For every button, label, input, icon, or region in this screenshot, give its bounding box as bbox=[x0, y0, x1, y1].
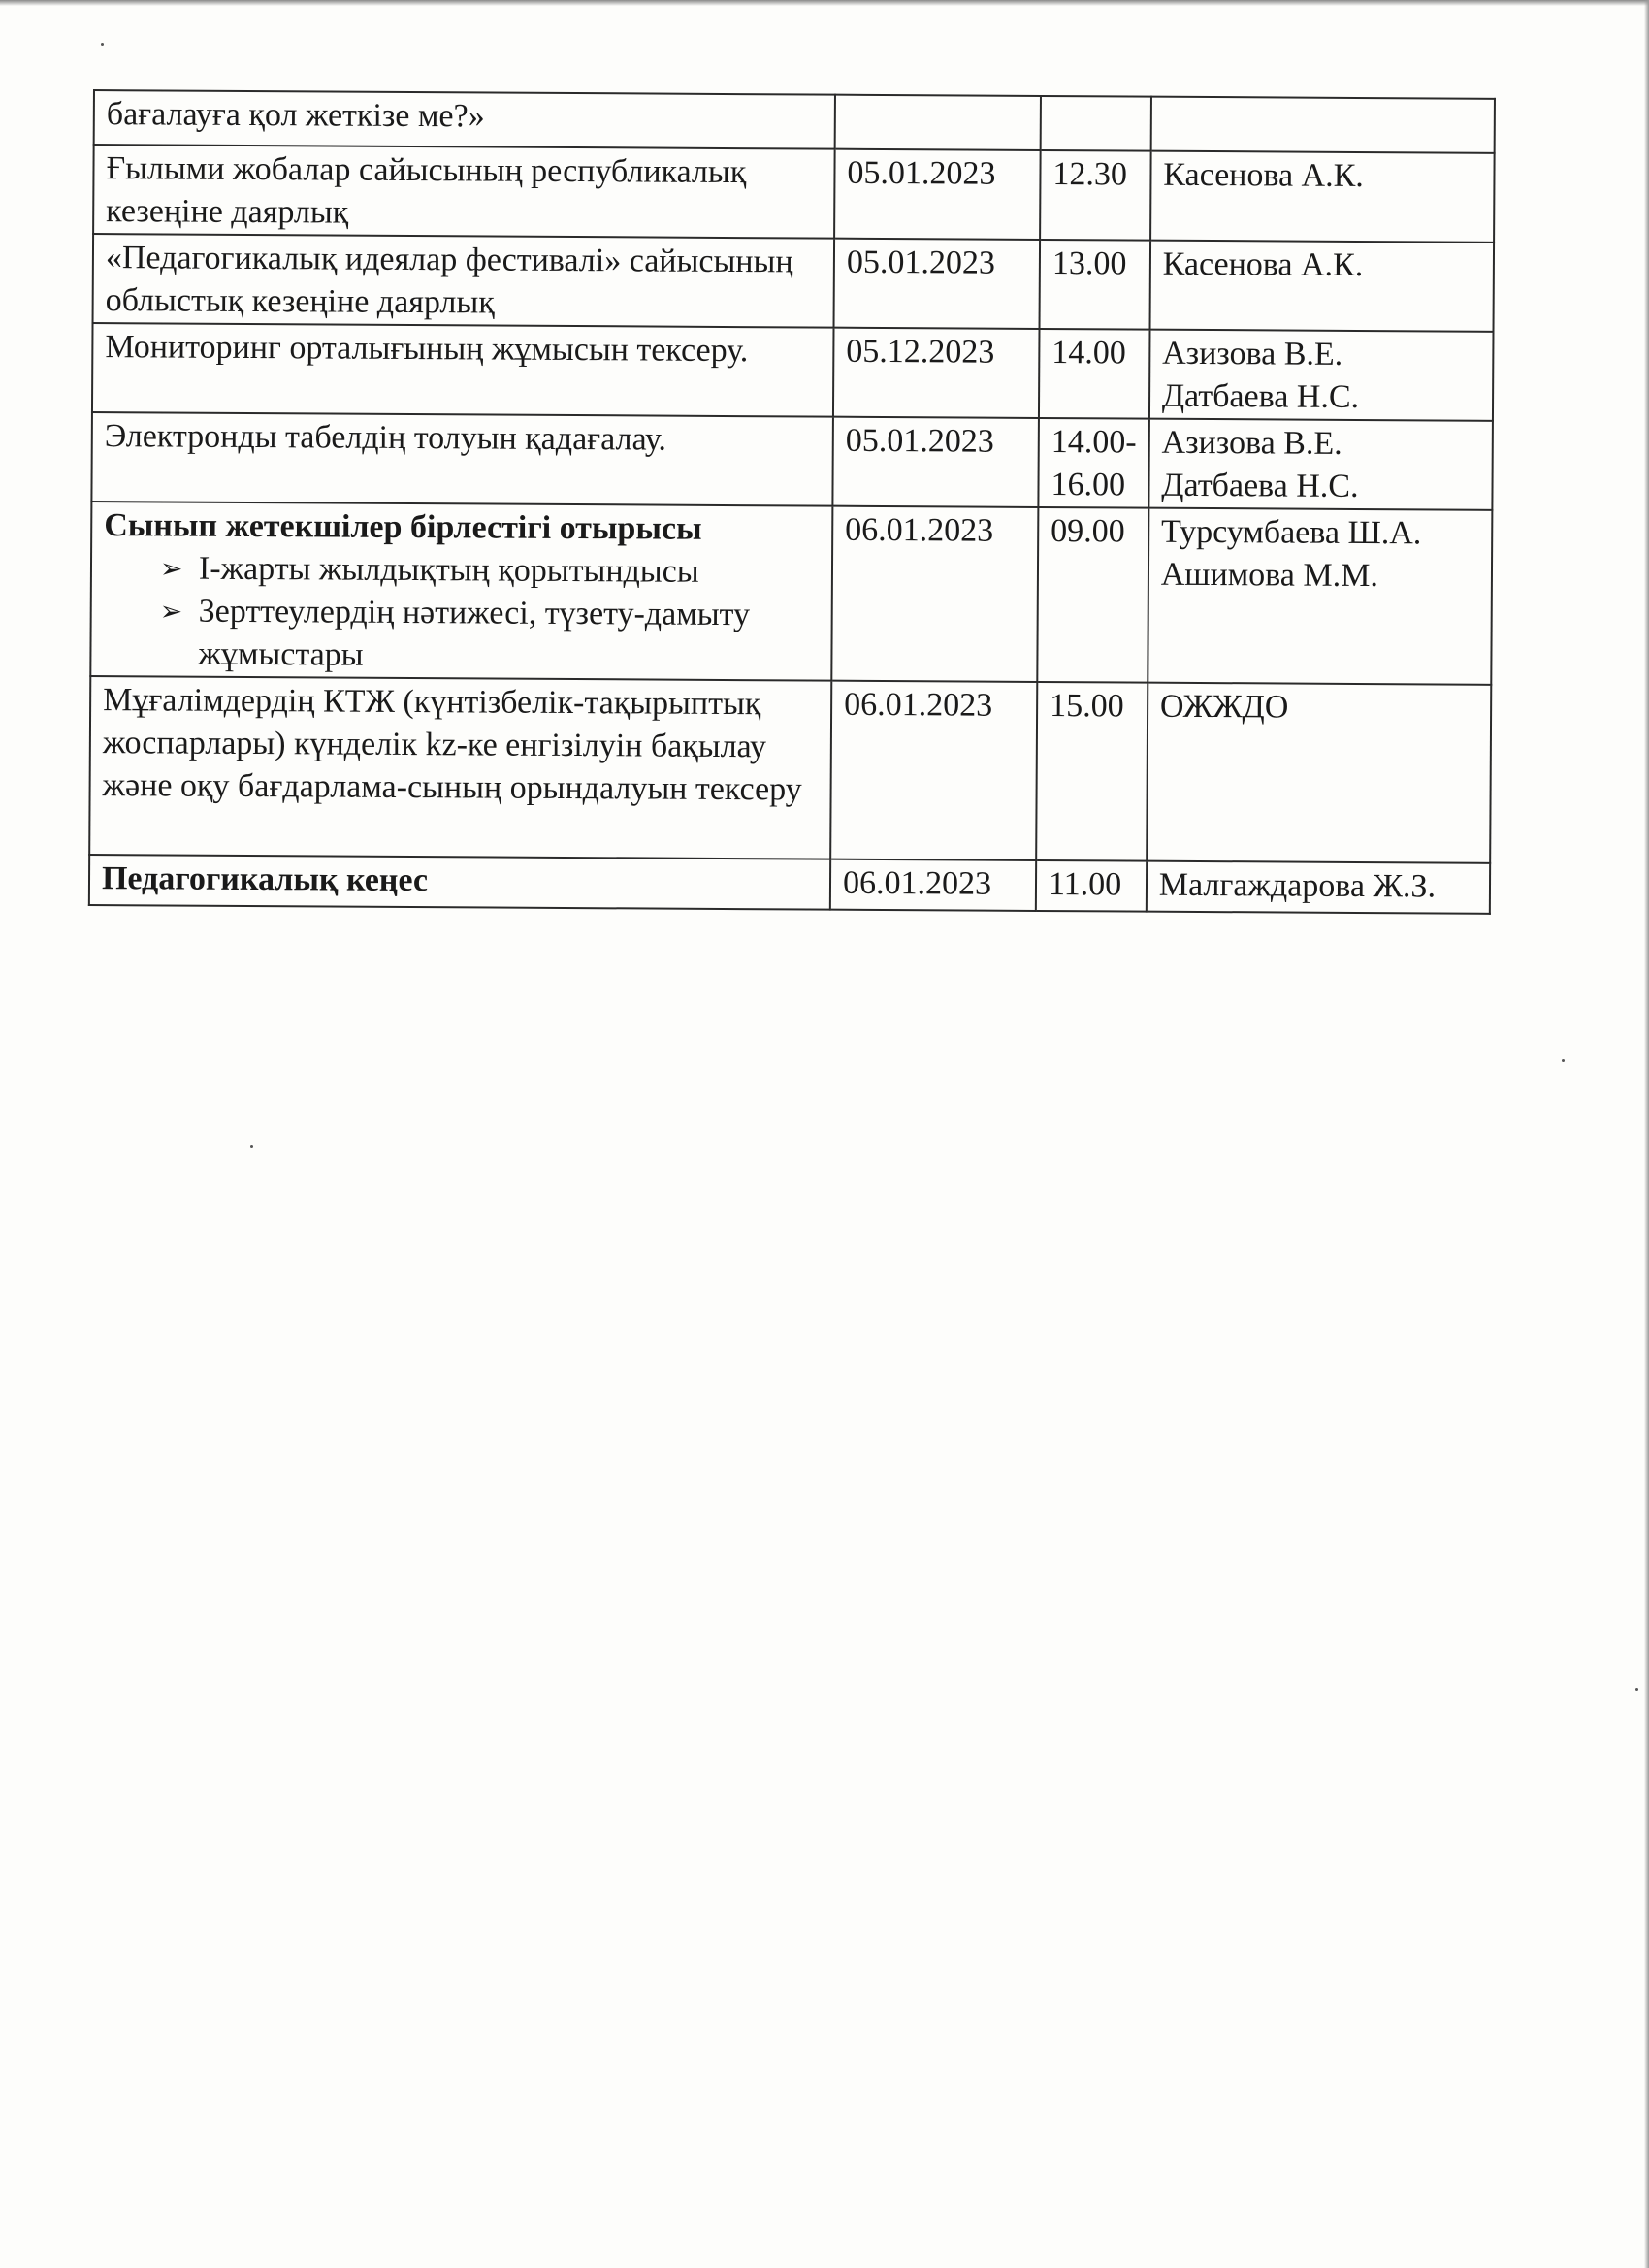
scan-speck bbox=[1635, 1688, 1638, 1691]
schedule-table bbox=[88, 89, 1496, 915]
scan-edge-right bbox=[1644, 0, 1649, 2268]
bullet-item: ➢ Зерттеулердің нәтижесі, түзету-дамыту жұмыстары bbox=[159, 590, 820, 679]
table-row bbox=[93, 145, 1494, 243]
table-row bbox=[91, 412, 1492, 510]
scan-speck bbox=[1562, 1059, 1565, 1062]
table-row bbox=[93, 234, 1494, 332]
time-cell: 11.00 bbox=[1036, 860, 1147, 912]
scan-edge-top bbox=[0, 0, 1649, 6]
table-row bbox=[92, 323, 1493, 421]
responsible-cell bbox=[1149, 330, 1494, 421]
responsible-cell: Касенова А.К. bbox=[1150, 151, 1495, 243]
table-row bbox=[89, 855, 1490, 914]
responsible-cell bbox=[1148, 508, 1492, 685]
responsible-name: Датбаева Н.С. bbox=[1161, 467, 1359, 504]
event-cell: Педагогикалық кеңес bbox=[89, 855, 830, 910]
event-cell: Мониторинг орталығының жұмысын тексеру. bbox=[92, 323, 834, 417]
responsible-name: Азизова В.Е. bbox=[1161, 424, 1342, 462]
date-cell: 05.12.2023 bbox=[833, 328, 1040, 418]
event-bullet-list bbox=[103, 547, 820, 680]
time-end: 16.00 bbox=[1051, 467, 1126, 503]
date-cell: 05.01.2023 bbox=[834, 239, 1041, 329]
responsible-name: Ашимова М.М. bbox=[1160, 556, 1379, 595]
time-cell: 15.00 bbox=[1036, 682, 1148, 861]
date-cell: 06.01.2023 bbox=[830, 681, 1037, 860]
event-cell: Ғылыми жобалар сайысының республикалық кезеңіне даярлық bbox=[93, 145, 835, 239]
time-start: 14.00- bbox=[1051, 424, 1137, 461]
event-title: Сынып жетекшілер бірлестігі отырысы bbox=[104, 507, 702, 547]
time-cell: 09.00 bbox=[1037, 507, 1148, 683]
event-cell: Мұғалімдердің КТЖ (күнтізбелік-тақырыптық жоспарлары) күнделік kz-ке енгізілуін бақылау және оқу бағдарлама-сының орындалуын тексеру bbox=[89, 676, 831, 859]
table-row bbox=[90, 502, 1492, 685]
date-cell bbox=[835, 95, 1041, 150]
time-cell: 12.30 bbox=[1040, 150, 1150, 241]
date-cell: 05.01.2023 bbox=[834, 149, 1041, 240]
responsible-cell: ОЖЖДО bbox=[1147, 683, 1491, 863]
table-row bbox=[94, 90, 1495, 153]
event-cell: Электронды табелдің толуын қадағалау. bbox=[91, 412, 833, 506]
responsible-cell bbox=[1148, 419, 1493, 510]
date-cell: 05.01.2023 bbox=[832, 417, 1039, 507]
date-cell: 06.01.2023 bbox=[831, 506, 1038, 682]
responsible-cell: Малгаждарова Ж.З. bbox=[1147, 861, 1490, 914]
scan-speck bbox=[250, 1145, 253, 1148]
responsible-cell: Касенова А.К. bbox=[1149, 241, 1494, 332]
event-cell: «Педагогикалық идеялар фестивалі» сайысының облыстық кезеңіне даярлық bbox=[93, 234, 835, 328]
date-cell: 06.01.2023 bbox=[830, 859, 1036, 911]
event-cell: бағалауға қол жеткізе ме?» bbox=[94, 90, 835, 149]
responsible-name: Азизова В.Е. bbox=[1162, 335, 1343, 373]
time-cell bbox=[1041, 96, 1151, 151]
event-cell bbox=[90, 502, 832, 681]
table-row bbox=[89, 676, 1491, 863]
time-cell: 13.00 bbox=[1040, 240, 1150, 330]
bullet-item: ➢ I-жарты жылдықтың қорытындысы bbox=[160, 547, 820, 594]
time-cell bbox=[1038, 418, 1148, 508]
time-cell: 14.00 bbox=[1039, 329, 1149, 419]
responsible-name: Турсумбаева Ш.А. bbox=[1160, 513, 1422, 552]
responsible-name: Датбаева Н.С. bbox=[1161, 377, 1360, 415]
scan-speck bbox=[101, 43, 104, 46]
responsible-cell bbox=[1150, 97, 1494, 153]
